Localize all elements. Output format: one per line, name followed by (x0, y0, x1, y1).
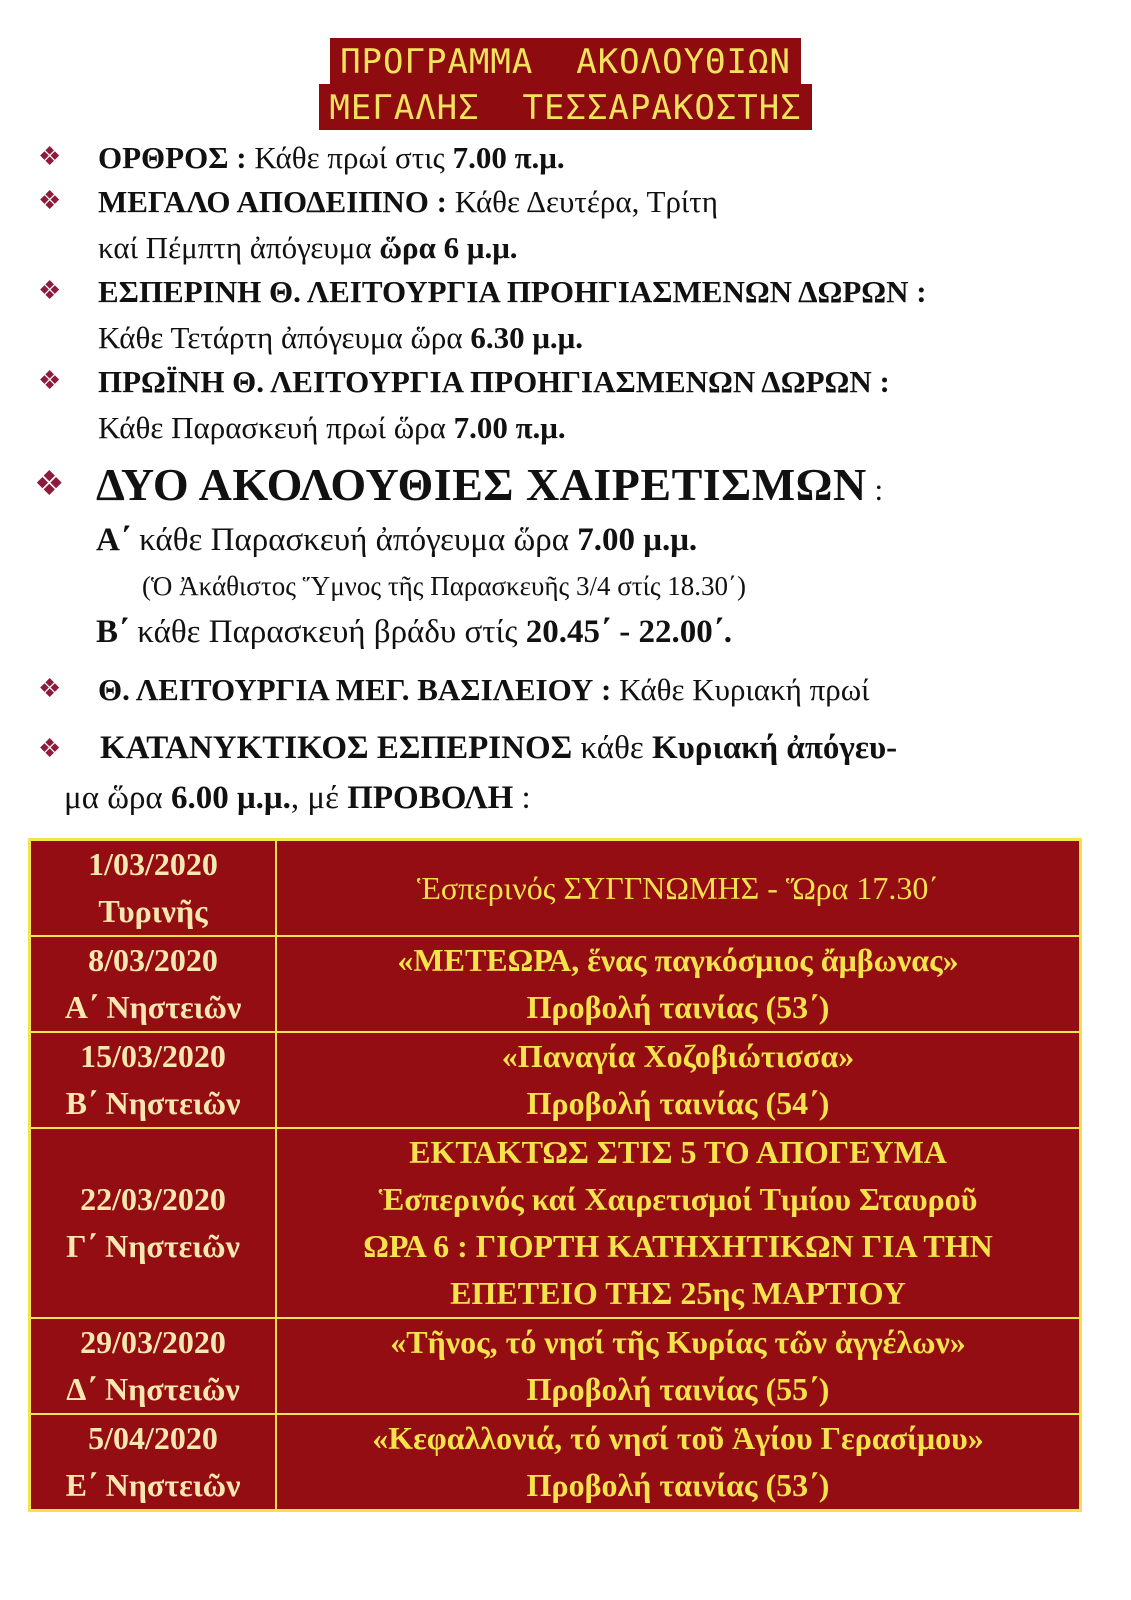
item-label: ΔΥΟ ΑΚΟΛΟΥΘΙΕΣ ΧΑΙΡΕΤΙΣΜΩΝ (96, 459, 867, 510)
item-text: , μέ (290, 780, 348, 816)
item-label: ΟΡΘΡΟΣ : (98, 140, 247, 175)
item-text: Κάθε Τετάρτη ἀπόγευμα ὥρα (98, 320, 471, 355)
item-xairetismoi-b (96, 612, 732, 652)
table-row (30, 1414, 1081, 1511)
diamond-bullet-icon: ❖ (38, 142, 62, 172)
item-text: κάθε Παρασκευή ἀπόγευμα ὥρα (130, 522, 578, 558)
event-line: «Παναγία Χοζοβιώτισσα» (501, 1038, 855, 1074)
item-apodeipno (98, 182, 718, 222)
item-text: κάθε (572, 730, 652, 766)
event-cell (276, 840, 1081, 937)
item-time: ὥρα 6 μ.μ. (379, 230, 518, 265)
table-row (30, 936, 1081, 1032)
item-text: μα ὥρα (64, 780, 171, 816)
page-title (0, 38, 1131, 130)
item-esperini (98, 272, 927, 312)
date-cell (30, 1128, 277, 1318)
item-orthros (98, 138, 565, 178)
item-katanyktikos (100, 728, 897, 768)
event-line: Προβολή ταινίας (55΄) (526, 1371, 830, 1407)
item-proini-line2 (98, 408, 566, 448)
week-name: Τυρινῆς (98, 893, 208, 929)
diamond-bullet-icon: ❖ (38, 366, 62, 396)
date: 1/03/2020 (88, 846, 218, 882)
event-cell (276, 1128, 1081, 1318)
event-cell (276, 1414, 1081, 1511)
item-text: : (513, 780, 531, 816)
item-label: Θ. ΛΕΙΤΟΥΡΓΙΑ ΜΕΓ. ΒΑΣΙΛΕΙΟΥ : (98, 672, 612, 707)
table-row (30, 1032, 1081, 1128)
item-proini (98, 362, 890, 402)
item-bold: Κυριακή ἀπόγευ- (652, 730, 898, 766)
item-time: 7.00 π.μ. (452, 140, 565, 175)
diamond-bullet-icon: ❖ (38, 186, 62, 216)
event-line: «Κεφαλλονιά, τό νησί τοῦ Ἁγίου Γερασίμου» (372, 1420, 984, 1456)
date: 29/03/2020 (80, 1324, 226, 1360)
item-text: Κάθε πρωί στις (246, 140, 453, 175)
diamond-bullet-icon: ❖ (38, 276, 62, 306)
event-cell (276, 1032, 1081, 1128)
date-cell (30, 840, 277, 937)
date-cell (30, 1032, 277, 1128)
table-row (30, 1318, 1081, 1414)
event-line: Προβολή ταινίας (53΄) (526, 989, 830, 1025)
item-text: κάθε Παρασκευή βράδυ στίς (129, 614, 526, 650)
table-row (30, 840, 1081, 937)
item-label: ΜΕΓΑΛΟ ΑΠΟΔΕΙΠΝΟ : (98, 184, 447, 219)
diamond-bullet-icon: ❖ (38, 674, 62, 704)
event-line: Ἑσπερινός καί Χαιρετισμοί Τιμίου Σταυροῦ (378, 1181, 978, 1217)
item-time: 20.45΄ - 22.00΄. (525, 614, 732, 650)
diamond-bullet-icon: ❖ (38, 734, 62, 764)
event-line: «ΜΕΤΕΩΡΑ, ἕνας παγκόσμιος ἄμβωνας» (397, 942, 959, 978)
week-name: Β΄ Νηστειῶν (65, 1085, 241, 1121)
date: 15/03/2020 (80, 1038, 226, 1074)
item-time: 7.00 π.μ. (453, 410, 566, 445)
week-name: Ε΄ Νηστειῶν (65, 1467, 241, 1503)
event-line: ΕΚΤΑΚΤΩΣ ΣΤΙΣ 5 ΤΟ ΑΠΟΓΕΥΜΑ (409, 1134, 947, 1170)
date-cell (30, 1414, 277, 1511)
event-cell (276, 1318, 1081, 1414)
item-bold: ΠΡΟΒΟΛΗ (347, 780, 514, 816)
service-a-label: Α΄ (96, 522, 131, 558)
item-xairetismoi-a (96, 520, 697, 560)
service-b-label: Β΄ (96, 614, 129, 650)
item-text: καί Πέμπτη ἀπόγευμα (98, 230, 380, 265)
item-label: ΕΣΠΕΡΙΝΗ Θ. ΛΕΙΤΟΥΡΓΙΑ ΠΡΟΗΓΙΑΣΜΕΝΩΝ ΔΩΡΩΝ : (98, 274, 927, 309)
title-line-1: ΠΡΟΓΡΑΜΜΑ ΑΚΟΛΟΥΘΙΩΝ (330, 38, 801, 84)
item-xairetismoi (96, 458, 883, 517)
date-cell (30, 1318, 277, 1414)
event-line: Προβολή ταινίας (53΄) (526, 1467, 830, 1503)
event-cell (276, 936, 1081, 1032)
item-apodeipno-line2 (98, 228, 518, 268)
item-vasileiou (98, 670, 869, 710)
week-name: Α΄ Νηστειῶν (64, 989, 242, 1025)
table-row (30, 1128, 1081, 1318)
akathistos-note: (Ὁ Ἀκάθιστος Ὕμνος τῆς Παρασκευῆς 3/4 στίς 18.30΄) (142, 571, 747, 601)
screening-schedule-table (28, 838, 1082, 1512)
date: 5/04/2020 (88, 1420, 218, 1456)
item-label: ΠΡΩΪΝΗ Θ. ΛΕΙΤΟΥΡΓΙΑ ΠΡΟΗΓΙΑΣΜΕΝΩΝ ΔΩΡΩΝ : (98, 364, 890, 399)
item-time: 6.00 μ.μ. (170, 780, 291, 816)
week-name: Δ΄ Νηστειῶν (66, 1371, 240, 1407)
item-label: ΚΑΤΑΝΥΚΤΙΚΟΣ ΕΣΠΕΡΙΝΟΣ (100, 730, 573, 766)
event-line: Ἑσπερινός ΣΥΓΓΝΩΜΗΣ - Ὥρα 17.30΄ (416, 869, 940, 906)
title-line-2: ΜΕΓΑΛΗΣ ΤΕΣΣΑΡΑΚΟΣΤΗΣ (319, 84, 811, 130)
date-cell (30, 936, 277, 1032)
event-line: ΩΡΑ 6 : ΓΙΟΡΤΗ ΚΑΤΗΧΗΤΙΚΩΝ ΓΙΑ ΤΗΝ (363, 1228, 993, 1264)
item-text: Κάθε Παρασκευή πρωί ὥρα (98, 410, 454, 445)
item-esperini-line2 (98, 318, 583, 358)
diamond-bullet-icon: ❖ (34, 464, 65, 504)
event-line: Προβολή ταινίας (54΄) (526, 1085, 830, 1121)
item-time: 6.30 μ.μ. (470, 320, 584, 355)
item-katanyktikos-line2 (64, 778, 531, 818)
item-text: Κάθε Δευτέρα, Τρίτη (446, 184, 718, 219)
date: 22/03/2020 (80, 1181, 226, 1217)
item-time: 7.00 μ.μ. (577, 522, 698, 558)
event-line: ΕΠΕΤΕΙΟ ΤΗΣ 25ης ΜΑΡΤΙΟΥ (450, 1275, 906, 1311)
item-text: Κάθε Κυριακή πρωί (611, 672, 870, 707)
event-line: «Τῆνος, τό νησί τῆς Κυρίας τῶν ἀγγέλων» (390, 1324, 966, 1360)
item-colon: : (866, 472, 884, 507)
week-name: Γ΄ Νηστειῶν (66, 1228, 240, 1264)
date: 8/03/2020 (88, 942, 218, 978)
